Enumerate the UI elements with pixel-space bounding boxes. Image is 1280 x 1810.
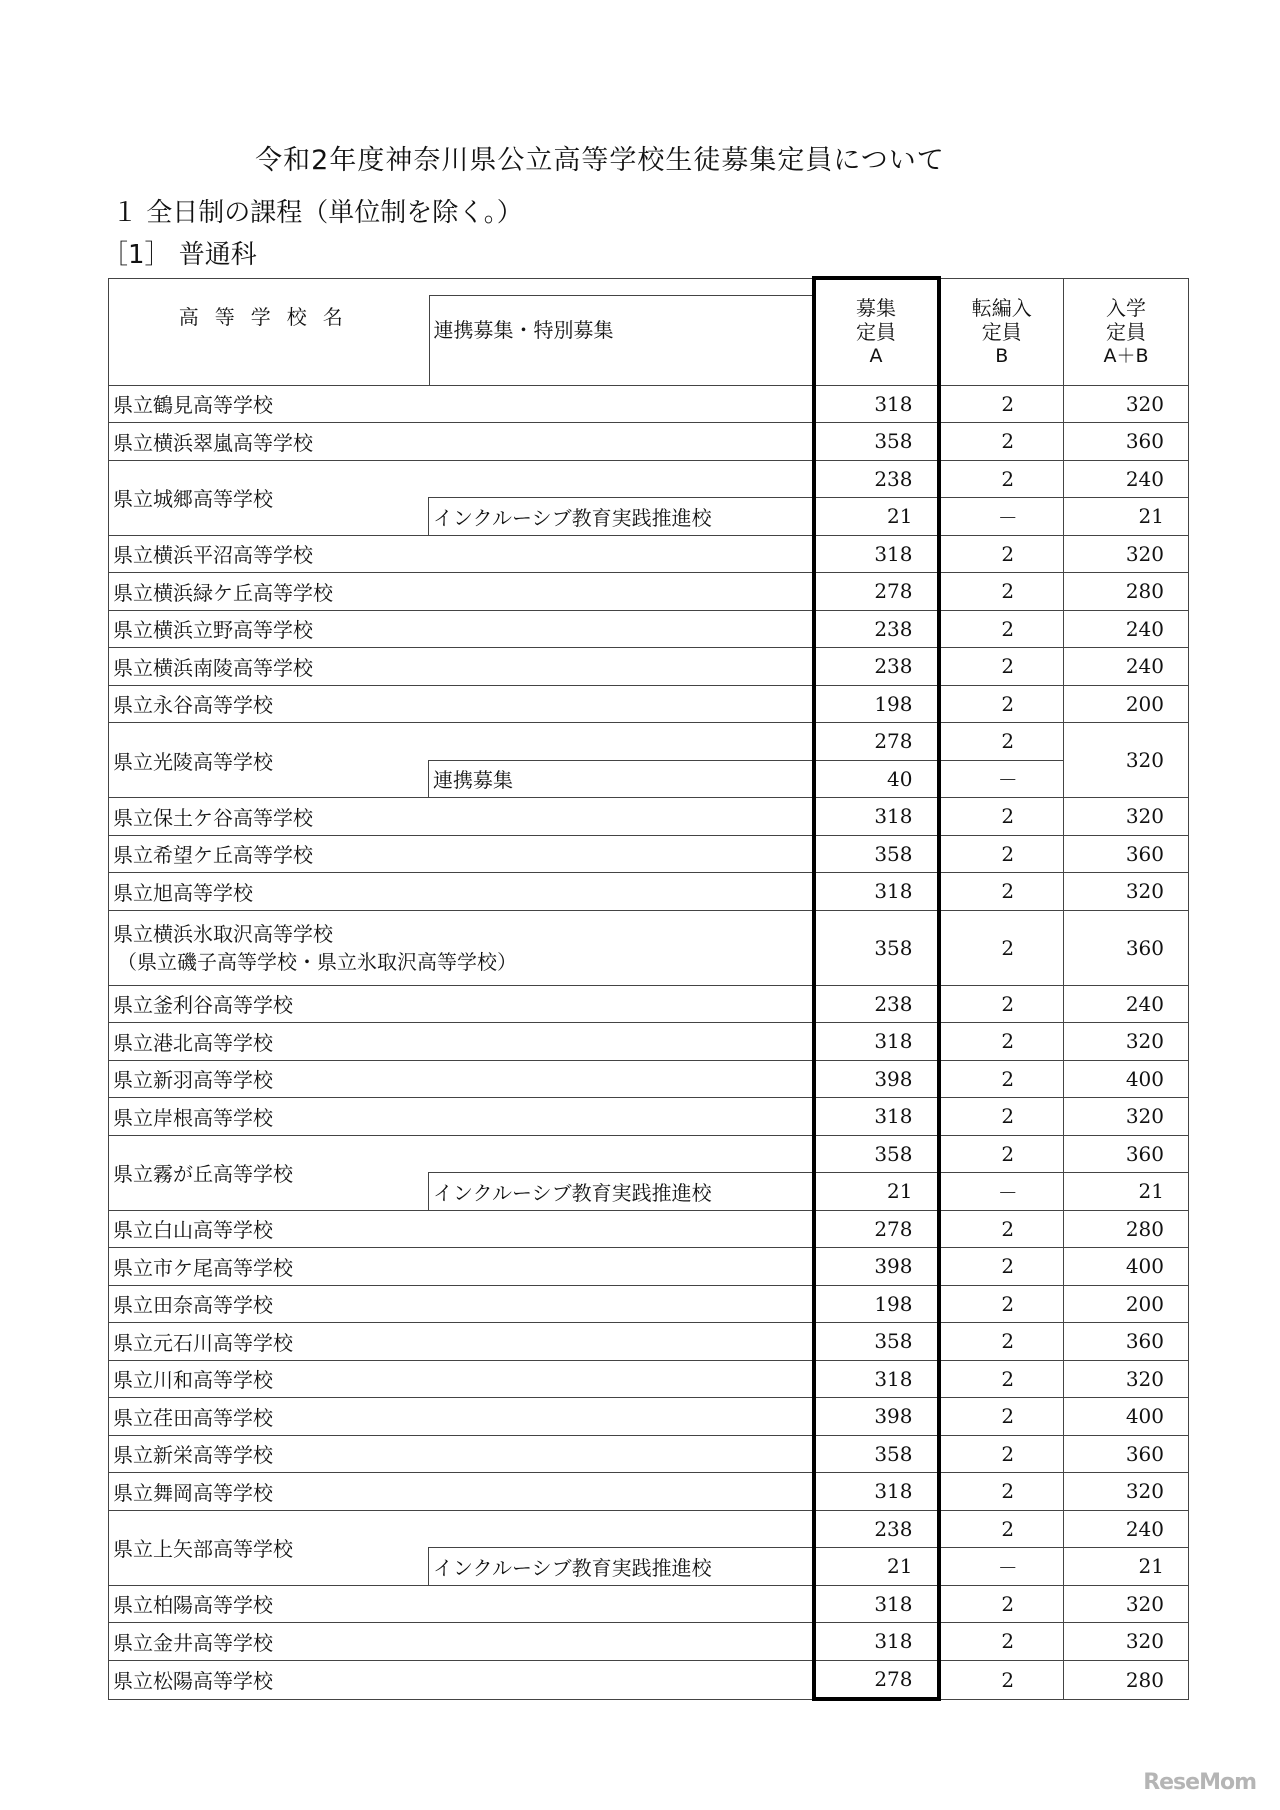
count-a: 318: [814, 1360, 939, 1398]
count-a: 238: [814, 985, 939, 1023]
header-col-a-line2: 定員: [856, 320, 896, 345]
count-c: 320: [1064, 1623, 1189, 1661]
table-row: [109, 1285, 1189, 1323]
count-b: 2: [939, 1060, 1064, 1098]
table-row: [109, 1510, 1189, 1548]
school-name: 県立旭高等学校: [109, 873, 814, 911]
header-col-b: [939, 278, 1064, 385]
count-b: 2: [939, 1398, 1064, 1436]
table-row: [109, 535, 1189, 573]
count-a: 318: [814, 873, 939, 911]
count-b: 2: [939, 1473, 1064, 1511]
count-c: 360: [1064, 910, 1189, 985]
sub-count-b: －: [939, 1548, 1064, 1586]
header-renkei: [429, 278, 814, 385]
count-c: 320: [1064, 1360, 1189, 1398]
school-name-line2: （県立磯子高等学校・県立氷取沢高等学校）: [117, 949, 517, 974]
count-b: 2: [939, 1210, 1064, 1248]
count-b: 2: [939, 610, 1064, 648]
count-c: 320: [1064, 873, 1189, 911]
count-b: 2: [939, 1248, 1064, 1286]
sub-count-c: 21: [1064, 1173, 1189, 1211]
sub-count-a: 40: [814, 760, 939, 798]
table-row: [109, 1248, 1189, 1286]
school-name: 県立横浜翠嵐高等学校: [109, 423, 814, 461]
table-row: [109, 1585, 1189, 1623]
count-b: 2: [939, 1135, 1064, 1173]
count-b: 2: [939, 1360, 1064, 1398]
table-row: [109, 1210, 1189, 1248]
special-program-label: インクルーシブ教育実践推進校: [429, 1548, 814, 1586]
school-name-filler: [429, 1510, 814, 1548]
count-a: 238: [814, 460, 939, 498]
school-name: 県立川和高等学校: [109, 1360, 814, 1398]
count-b: 2: [939, 1510, 1064, 1548]
count-a: 278: [814, 573, 939, 611]
count-a: 278: [814, 1660, 939, 1699]
count-c: 200: [1064, 1285, 1189, 1323]
count-a: 398: [814, 1398, 939, 1436]
count-a: 318: [814, 1098, 939, 1136]
count-b: 2: [939, 1623, 1064, 1661]
school-name: 県立柏陽高等学校: [109, 1585, 814, 1623]
school-name: 県立新羽高等学校: [109, 1060, 814, 1098]
table-row: [109, 1360, 1189, 1398]
table-row: [109, 1098, 1189, 1136]
count-a: 358: [814, 1135, 939, 1173]
count-c: 320: [1064, 1473, 1189, 1511]
school-name: 県立港北高等学校: [109, 1023, 814, 1061]
header-col-a-line1: 募集: [856, 296, 896, 321]
header-col-b-line2: 定員: [981, 319, 1022, 344]
count-c: 400: [1064, 1398, 1189, 1436]
sub-count-c: 21: [1064, 1548, 1189, 1586]
header-col-b-line1: 転編入: [971, 295, 1032, 320]
table-row: [109, 1023, 1189, 1061]
count-a: 278: [814, 1210, 939, 1248]
table-row: [109, 1473, 1189, 1511]
count-b: 2: [939, 723, 1064, 761]
count-c: 320: [1064, 1585, 1189, 1623]
school-name-filler: [429, 460, 814, 498]
count-b: 2: [939, 1323, 1064, 1361]
count-b: 2: [939, 1435, 1064, 1473]
count-a: 238: [814, 648, 939, 686]
school-name-filler: [429, 723, 814, 761]
count-a: 238: [814, 1510, 939, 1548]
school-name: 県立光陵高等学校: [109, 723, 429, 798]
school-name: 県立横浜緑ケ丘高等学校: [109, 573, 814, 611]
count-a: 318: [814, 1473, 939, 1511]
count-c: 360: [1064, 1435, 1189, 1473]
table-row: [109, 460, 1189, 498]
count-b: 2: [939, 1023, 1064, 1061]
count-c: 360: [1064, 835, 1189, 873]
header-col-c-line3: A＋B: [1103, 344, 1149, 367]
count-c: 320: [1064, 723, 1189, 798]
count-b: 2: [939, 1285, 1064, 1323]
count-c: 400: [1064, 1248, 1189, 1286]
sub-count-b: －: [939, 760, 1064, 798]
enrollment-table: [108, 276, 1189, 1701]
table-row: [109, 723, 1189, 761]
header-col-c-line2: 定員: [1106, 319, 1146, 344]
table-row: [109, 985, 1189, 1023]
school-name: 県立田奈高等学校: [109, 1285, 814, 1323]
special-program-label: インクルーシブ教育実践推進校: [429, 498, 814, 536]
table-row: [109, 910, 1189, 985]
header-col-a: [814, 278, 939, 385]
count-b: 2: [939, 873, 1064, 911]
table-row: [109, 873, 1189, 911]
table-row: [109, 1435, 1189, 1473]
school-name: 県立金井高等学校: [109, 1623, 814, 1661]
school-name: 県立舞岡高等学校: [109, 1473, 814, 1511]
special-program-label: インクルーシブ教育実践推進校: [429, 1173, 814, 1211]
count-c: 320: [1064, 1023, 1189, 1061]
count-c: 400: [1064, 1060, 1189, 1098]
school-name: 県立霧が丘高等学校: [109, 1135, 429, 1210]
count-b: 2: [939, 685, 1064, 723]
table-row: [109, 1660, 1189, 1699]
count-a: 358: [814, 910, 939, 985]
count-a: 358: [814, 1323, 939, 1361]
count-c: 360: [1064, 1323, 1189, 1361]
table-row: [109, 1060, 1189, 1098]
header-col-a-line3: A: [869, 345, 883, 368]
school-name-filler: [429, 1135, 814, 1173]
count-c: 320: [1064, 385, 1189, 423]
school-name: 県立永谷高等学校: [109, 685, 814, 723]
table-row: [109, 385, 1189, 423]
sub-count-b: －: [939, 498, 1064, 536]
table-row: [109, 648, 1189, 686]
school-name: 県立新栄高等学校: [109, 1435, 814, 1473]
table-row: [109, 1323, 1189, 1361]
count-a: 318: [814, 1585, 939, 1623]
sub-count-a: 21: [814, 1548, 939, 1586]
count-b: 2: [939, 835, 1064, 873]
count-c: 280: [1064, 1660, 1189, 1699]
count-c: 320: [1064, 535, 1189, 573]
school-name: 県立横浜平沼高等学校: [109, 535, 814, 573]
table-row: [109, 685, 1189, 723]
table-row: [109, 423, 1189, 461]
count-c: 280: [1064, 1210, 1189, 1248]
count-b: 2: [939, 648, 1064, 686]
table-row: [109, 1398, 1189, 1436]
count-c: 200: [1064, 685, 1189, 723]
count-b: 2: [939, 985, 1064, 1023]
count-c: 240: [1064, 985, 1189, 1023]
count-b: 2: [939, 535, 1064, 573]
count-a: 398: [814, 1248, 939, 1286]
school-name: 県立松陽高等学校: [109, 1660, 814, 1699]
count-a: 318: [814, 535, 939, 573]
count-c: 360: [1064, 423, 1189, 461]
count-a: 198: [814, 1285, 939, 1323]
count-a: 318: [814, 798, 939, 836]
count-b: 2: [939, 573, 1064, 611]
sub-count-b: －: [939, 1173, 1064, 1211]
count-b: 2: [939, 798, 1064, 836]
school-name: 県立岸根高等学校: [109, 1098, 814, 1136]
count-a: 198: [814, 685, 939, 723]
school-name: 県立荏田高等学校: [109, 1398, 814, 1436]
table-row: [109, 798, 1189, 836]
header-col-c: [1064, 278, 1189, 385]
section-heading: １ 全日制の課程（単位制を除く。）: [112, 198, 523, 228]
school-name: 県立上矢部高等学校: [109, 1510, 429, 1585]
count-c: 240: [1064, 648, 1189, 686]
table-row: [109, 1135, 1189, 1173]
count-a: 358: [814, 835, 939, 873]
sub-count-a: 21: [814, 1173, 939, 1211]
count-c: 240: [1064, 460, 1189, 498]
count-b: 2: [939, 1585, 1064, 1623]
school-name: 県立城郷高等学校: [109, 460, 429, 535]
header-col-b-line3: B: [995, 344, 1009, 367]
table-row: [109, 610, 1189, 648]
school-name: 県立元石川高等学校: [109, 1323, 814, 1361]
table-row: [109, 1623, 1189, 1661]
subsection-heading: ［1］ 普通科: [102, 240, 257, 270]
count-c: 320: [1064, 798, 1189, 836]
count-c: 280: [1064, 573, 1189, 611]
school-name: 県立釜利谷高等学校: [109, 985, 814, 1023]
table-row: [109, 835, 1189, 873]
special-program-label: 連携募集: [429, 760, 814, 798]
count-a: 278: [814, 723, 939, 761]
school-name-line1: 県立横浜氷取沢高等学校: [113, 921, 333, 946]
count-a: 398: [814, 1060, 939, 1098]
count-a: 358: [814, 423, 939, 461]
table-header-row: [109, 278, 1189, 385]
count-c: 320: [1064, 1098, 1189, 1136]
table-row: [109, 573, 1189, 611]
sub-count-a: 21: [814, 498, 939, 536]
count-c: 360: [1064, 1135, 1189, 1173]
resemom-watermark: ReseMom: [1143, 1770, 1256, 1795]
school-name: [109, 910, 814, 985]
count-b: 2: [939, 423, 1064, 461]
school-name: 県立横浜南陵高等学校: [109, 648, 814, 686]
header-school-name: 高等学校名: [109, 278, 429, 385]
school-name: 県立鶴見高等学校: [109, 385, 814, 423]
school-name: 県立希望ケ丘高等学校: [109, 835, 814, 873]
sub-count-c: 21: [1064, 498, 1189, 536]
count-a: 318: [814, 1023, 939, 1061]
school-name: 県立保土ケ谷高等学校: [109, 798, 814, 836]
count-a: 318: [814, 1623, 939, 1661]
count-a: 238: [814, 610, 939, 648]
school-name: 県立市ケ尾高等学校: [109, 1248, 814, 1286]
count-b: 2: [939, 460, 1064, 498]
count-a: 318: [814, 385, 939, 423]
count-b: 2: [939, 910, 1064, 985]
school-name: 県立横浜立野高等学校: [109, 610, 814, 648]
count-c: 240: [1064, 610, 1189, 648]
count-c: 240: [1064, 1510, 1189, 1548]
count-b: 2: [939, 1098, 1064, 1136]
count-b: 2: [939, 1660, 1064, 1699]
count-b: 2: [939, 385, 1064, 423]
header-col-c-line1: 入学: [1106, 295, 1146, 320]
header-renkei-label: 連携募集・特別募集: [429, 295, 812, 385]
page-title: 令和2年度神奈川県公立高等学校生徒募集定員について: [255, 145, 945, 176]
count-a: 358: [814, 1435, 939, 1473]
school-name: 県立白山高等学校: [109, 1210, 814, 1248]
